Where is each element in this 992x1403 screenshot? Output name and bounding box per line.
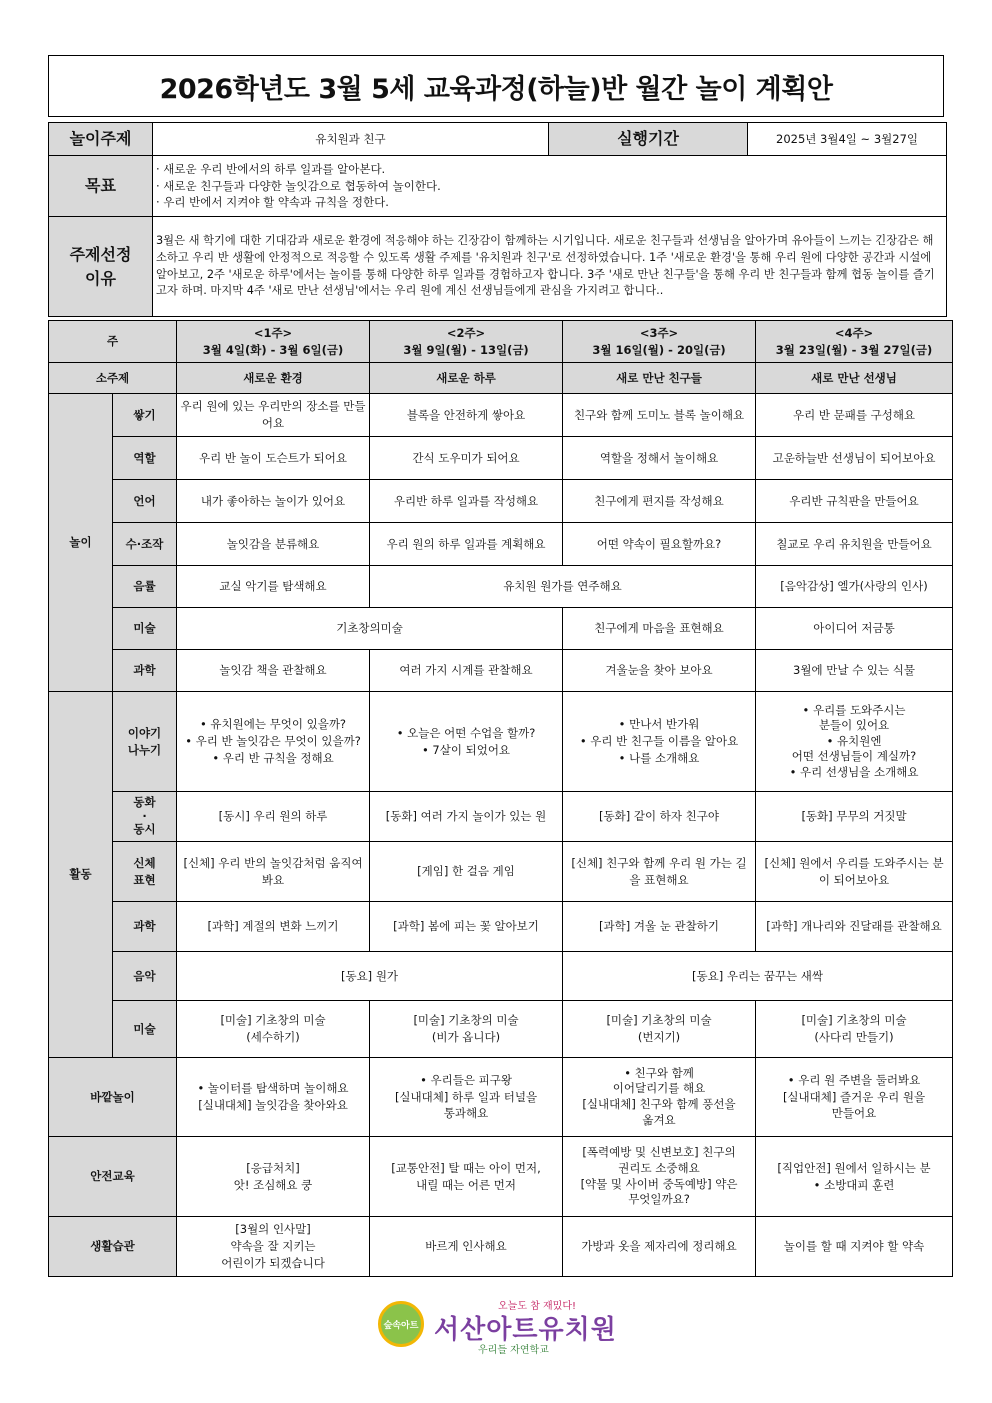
- document-title-box: [48, 55, 944, 117]
- subtopic-week-1: 새로운 환경: [177, 363, 370, 394]
- habit-w2: 바르게 인사해요: [370, 1217, 563, 1277]
- logo-name: 서산아트유치원: [434, 1315, 617, 1345]
- outdoor-label: 바깥놀이: [49, 1058, 177, 1137]
- activity-story-w4: [동화] 무무의 거짓말: [756, 792, 953, 842]
- play-role-w2: 간식 도우미가 되어요: [370, 437, 563, 480]
- play-math-w2: 우리 원의 하루 일과를 계획해요: [370, 523, 563, 566]
- play-role-w4: 고운하늘반 선생님이 되어보아요: [756, 437, 953, 480]
- play-math-label: 수·조작: [113, 523, 177, 566]
- safety-label: 안전교육: [49, 1137, 177, 1217]
- activity-science-w2: [과학] 봄에 피는 꽃 알아보기: [370, 902, 563, 952]
- play-math-w4: 칠교로 우리 유치원을 만들어요: [756, 523, 953, 566]
- outdoor-w1: • 놀이터를 탐색하며 놀이해요 [실내대체] 놀잇감을 찾아와요: [177, 1058, 370, 1137]
- play-language-label: 언어: [113, 480, 177, 523]
- play-science-w1: 놀잇감 책을 관찰해요: [177, 650, 370, 692]
- activity-body-w4: [신체] 원에서 우리를 도와주시는 분이 되어보아요: [756, 842, 953, 902]
- play-language-w2: 우리반 하루 일과를 작성해요: [370, 480, 563, 523]
- play-section-label: 놀이: [49, 394, 113, 692]
- activity-science-w1: [과학] 계절의 변화 느끼기: [177, 902, 370, 952]
- safety-w4: [직업안전] 원에서 일하시는 분 • 소방대피 훈련: [756, 1137, 953, 1217]
- play-block-label: 쌓기: [113, 394, 177, 437]
- activity-story-w1: [동시] 우리 원의 하루: [177, 792, 370, 842]
- play-music-w23: 유치원 원가를 연주해요: [370, 566, 756, 608]
- goal-item: · 새로운 친구들과 다양한 놀잇감으로 협동하여 놀이한다.: [156, 178, 441, 193]
- weekly-plan-table: [48, 320, 953, 1277]
- activity-story-w2: [동화] 여러 가지 놀이가 있는 원: [370, 792, 563, 842]
- kindergarten-logo: [378, 1297, 617, 1359]
- goal-item: · 우리 반에서 지켜야 할 약속과 규칙을 정한다.: [156, 195, 389, 210]
- play-block-w1: 우리 원에 있는 우리만의 장소를 만들어요: [177, 394, 370, 437]
- safety-w2: [교통안전] 탈 때는 아이 먼저, 내릴 때는 어른 먼저: [370, 1137, 563, 1217]
- play-art-w12: 기초창의미술: [177, 608, 563, 650]
- play-music-label: 음률: [113, 566, 177, 608]
- play-block-w2: 블록을 안전하게 쌓아요: [370, 394, 563, 437]
- play-math-w3: 어떤 약속이 필요할까요?: [563, 523, 756, 566]
- activity-talk-label: 이야기 나누기: [113, 692, 177, 792]
- play-role-w1: 우리 반 놀이 도슨트가 되어요: [177, 437, 370, 480]
- play-art-w4: 아이디어 저금통: [756, 608, 953, 650]
- outdoor-w2: • 우리들은 피구왕 [실내대체] 하루 일과 터널을 통과해요: [370, 1058, 563, 1137]
- subtopic-week-3: 새로 만난 친구들: [563, 363, 756, 394]
- safety-w1: [응급처치] 앗! 조심해요 쿵: [177, 1137, 370, 1217]
- play-language-w1: 내가 좋아하는 놀이가 있어요: [177, 480, 370, 523]
- activity-science-w4: [과학] 개나리와 진달래를 관찰해요: [756, 902, 953, 952]
- play-music-w1: 교실 악기를 탐색해요: [177, 566, 370, 608]
- habit-w3: 가방과 옷을 제자리에 정리해요: [563, 1217, 756, 1277]
- theme-label: 놀이주제: [49, 123, 153, 156]
- play-role-label: 역할: [113, 437, 177, 480]
- week-4-header: <4주> 3월 23일(월) - 3월 27일(금): [756, 321, 953, 363]
- subtopic-week-2: 새로운 하루: [370, 363, 563, 394]
- goal-item: · 새로운 우리 반에서의 하루 일과를 알아본다.: [156, 161, 386, 176]
- theme-value: 유치원과 친구: [153, 123, 549, 156]
- activity-body-w1: [신체] 우리 반의 놀잇감처럼 움직여봐요: [177, 842, 370, 902]
- outdoor-w4: • 우리 원 주변을 둘러봐요 [실내대체] 즐거운 우리 원을 만들어요: [756, 1058, 953, 1137]
- activity-talk-w2: • 오늘은 어떤 수업을 할까? • 7살이 되었어요: [370, 692, 563, 792]
- play-science-label: 과학: [113, 650, 177, 692]
- play-art-label: 미술: [113, 608, 177, 650]
- week-2-header: <2주> 3월 9일(월) - 13일(금): [370, 321, 563, 363]
- activity-story-label: 동화 · 동시: [113, 792, 177, 842]
- activity-science-label: 과학: [113, 902, 177, 952]
- week-3-header: <3주> 3월 16일(월) - 20일(금): [563, 321, 756, 363]
- document-title: 2026학년도 3월 5세 교육과정(하늘)반 월간 놀이 계획안: [159, 73, 833, 105]
- activity-music-label: 음악: [113, 952, 177, 1001]
- activity-science-w3: [과학] 겨울 눈 관찰하기: [563, 902, 756, 952]
- period-value: 2025년 3월4일 ~ 3월27일: [748, 123, 947, 156]
- activity-talk-w4: • 우리를 도와주시는 분들이 있어요 • 유치원엔 어떤 선생님들이 계실까? • 우리 선생님을 소개해요: [756, 692, 953, 792]
- outdoor-w3: • 친구와 함께 이어달리기를 해요 [실내대체] 친구와 함께 풍선을 옮겨요: [563, 1058, 756, 1137]
- safety-w3: [폭력예방 및 신변보호] 친구의 권리도 소중해요 [약물 및 사이버 중독예방] 약은 무엇일까요?: [563, 1137, 756, 1217]
- subtopic-label: 소주제: [49, 363, 177, 394]
- play-science-w4: 3월에 만날 수 있는 식물: [756, 650, 953, 692]
- goal-label: 목표: [49, 156, 153, 217]
- play-role-w3: 역할을 정해서 놀이해요: [563, 437, 756, 480]
- logo-slogan: 오늘도 참 재밌다!: [498, 1301, 576, 1312]
- play-music-w4: [음악감상] 엘가(사랑의 인사): [756, 566, 953, 608]
- play-language-w3: 친구에게 편지를 작성해요: [563, 480, 756, 523]
- activity-talk-w3: • 만나서 반가워 • 우리 반 친구들 이름을 알아요 • 나를 소개해요: [563, 692, 756, 792]
- goal-list: [153, 156, 947, 217]
- week-label: 주: [49, 321, 177, 363]
- play-language-w4: 우리반 규칙판을 만들어요: [756, 480, 953, 523]
- habit-w4: 놀이를 할 때 지켜야 할 약속: [756, 1217, 953, 1277]
- habit-label: 생활습관: [49, 1217, 177, 1277]
- logo-subtitle: 우리들 자연학교: [478, 1345, 549, 1356]
- play-math-w1: 놀잇감을 분류해요: [177, 523, 370, 566]
- week-1-header: <1주> 3월 4일(화) - 3월 6일(금): [177, 321, 370, 363]
- activity-section-label: 활동: [49, 692, 113, 1058]
- reason-text: 3월은 새 학기에 대한 기대감과 새로운 환경에 적응해야 하는 긴장감이 함께하는 시기입니다. 새로운 친구들과 선생님을 알아가며 유아들이 느끼는 긴장감은 해소하고 우리 반 생활에 안정적으로 적응할 수 있도록 생활 주제를 '유치원과 친구'로 선정하였습니다. 1주 '새로운 환경'을 통해 우리 원에 다양한 공간과 시설에 알아보고, 2주 '새로운 하루'에서는 놀이를 통해 다양한 하루 일과를 경험하고자 합니다. 3주 '새로 만난 친구들'을 통해 우리 반 친구들과 함께 협동 놀이를 즐기고자 하며. 마지막 4주 '새로 만난 선생님'에서는 우리 원에 계신 선생님들에게 관심을 가지려고 합니다..: [153, 217, 947, 317]
- logo-badge-icon: 숲속아트: [378, 1301, 424, 1347]
- period-label: 실행기간: [549, 123, 748, 156]
- activity-art-w2: [미술] 기초창의 미술 (비가 옵니다): [370, 1001, 563, 1058]
- activity-art-w3: [미술] 기초창의 미술 (번지기): [563, 1001, 756, 1058]
- activity-music-w34: [동요] 우리는 꿈꾸는 새싹: [563, 952, 953, 1001]
- subtopic-week-4: 새로 만난 선생님: [756, 363, 953, 394]
- activity-body-w3: [신체] 친구와 함께 우리 원 가는 길을 표현해요: [563, 842, 756, 902]
- play-block-w4: 우리 반 문패를 구성해요: [756, 394, 953, 437]
- play-block-w3: 친구와 함께 도미노 블록 놀이해요: [563, 394, 756, 437]
- activity-talk-w1: • 유치원에는 무엇이 있을까? • 우리 반 놀잇감은 무엇이 있을까? • 우리 반 규칙을 정해요: [177, 692, 370, 792]
- play-science-w3: 겨울눈을 찾아 보아요: [563, 650, 756, 692]
- activity-body-w2: [게임] 한 걸음 게임: [370, 842, 563, 902]
- activity-music-w12: [동요] 원가: [177, 952, 563, 1001]
- activity-body-label: 신체 표현: [113, 842, 177, 902]
- activity-art-label: 미술: [113, 1001, 177, 1058]
- play-art-w3: 친구에게 마음을 표현해요: [563, 608, 756, 650]
- play-science-w2: 여러 가지 시계를 관찰해요: [370, 650, 563, 692]
- activity-art-w1: [미술] 기초창의 미술 (세수하기): [177, 1001, 370, 1058]
- info-table: [48, 122, 947, 317]
- reason-label: 주제선정 이유: [49, 217, 153, 317]
- activity-art-w4: [미술] 기초창의 미술 (사다리 만들기): [756, 1001, 953, 1058]
- activity-story-w3: [동화] 같이 하자 친구야: [563, 792, 756, 842]
- habit-w1: [3월의 인사말] 약속을 잘 지키는 어린이가 되겠습니다: [177, 1217, 370, 1277]
